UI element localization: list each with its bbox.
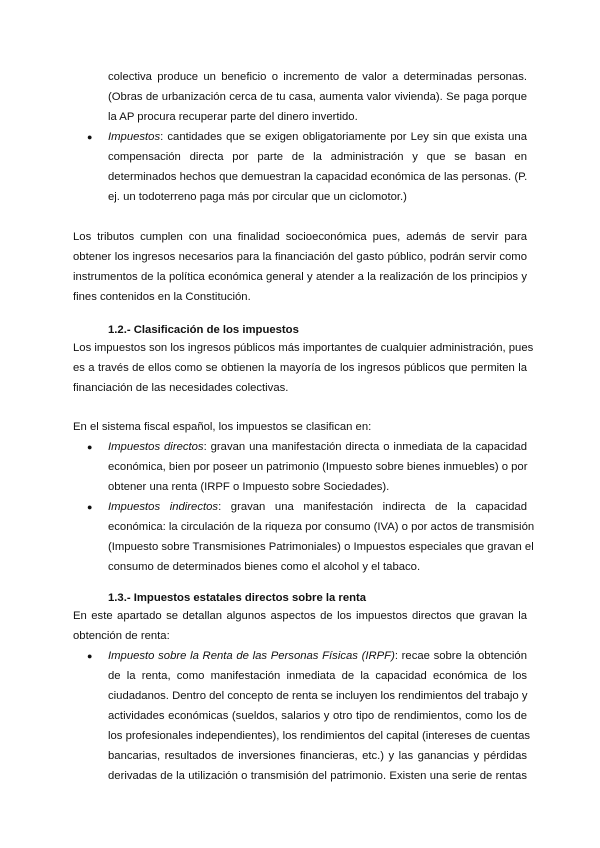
section-heading-1-2: 1.2.- Clasificación de los impuestos — [108, 324, 299, 336]
text-line: es a través de ellos como se obtienen la mayoría de los ingresos públicos que permiten la — [73, 362, 527, 374]
term: Impuesto sobre la Renta de las Personas Físicas (IRPF) — [108, 650, 395, 662]
text-line: (Impuesto sobre Transmisiones Patrimoniales) o Impuestos especiales que gravan el — [108, 541, 534, 553]
text-line: (Obras de urbanización cerca de tu casa, aumenta valor vivienda). Se paga porque — [108, 91, 527, 103]
text-line: colectiva produce un beneficio o incremento de valor a determinadas personas. — [108, 71, 527, 83]
term-definition: : gravan una manifestación directa o inmediata de la capacidad — [203, 441, 527, 453]
bullet-icon: ● — [87, 132, 93, 142]
term: Impuestos — [108, 131, 161, 143]
text-line: actividades económicas (sueldos, salarios y otro tipo de rendimientos, como los de — [108, 710, 527, 722]
text-line: fines contenidos en la Constitución. — [73, 291, 251, 303]
text-line: económica, bien por poseer un patrimonio (Impuesto sobre bienes inmuebles) o por — [108, 461, 528, 473]
classification-intro: En el sistema fiscal español, los impuestos se clasifican en: — [73, 421, 372, 433]
term-definition: : cantidades que se exigen obligatoriamente por Ley sin que exista una — [160, 131, 527, 143]
text-line — [108, 440, 527, 454]
bullet-icon: ● — [87, 651, 93, 661]
text-line: los profesionales independientes), los rendimientos del capital (intereses de cuentas — [108, 730, 531, 742]
term: Impuestos indirectos — [108, 501, 219, 513]
text-line: bancarias, resultados de inversiones financieras, etc.) y las ganancias y pérdidas — [108, 750, 527, 762]
text-line: Los tributos cumplen con una finalidad socioeconómica pues, además de servir para — [73, 231, 527, 243]
text-line: instrumentos de la política económica general y atender a la realización de los principios y — [73, 271, 527, 283]
text-line: ciudadanos. Dentro del concepto de renta se incluyen los rendimientos del trabajo y — [108, 690, 528, 702]
text-line: En este apartado se detallan algunos aspectos de los impuestos directos que gravan la — [73, 610, 527, 622]
term-definition: : gravan una manifestación indirecta de la capacidad — [218, 501, 527, 513]
text-line: económica: la circulación de la riqueza por consumo (IVA) o por actos de transmisión — [108, 521, 535, 533]
term: Impuestos directos — [108, 441, 204, 453]
text-line: compensación directa por parte de la administración y que se basan en — [108, 151, 527, 163]
text-line: financiación de las necesidades colectivas. — [73, 382, 289, 394]
text-line — [108, 649, 527, 663]
text-line — [108, 130, 527, 144]
text-line: ej. un todoterreno paga más por circular que un ciclomotor.) — [108, 191, 407, 203]
text-line: de la renta, como manifestación inmediata de la capacidad económica de los — [108, 670, 527, 682]
text-line: la AP procura recuperar parte del dinero invertido. — [108, 111, 358, 123]
term-definition: : recae sobre la obtención — [394, 650, 527, 662]
text-line: determinados hechos que demuestran la capacidad económica de las personas. (P. — [108, 171, 528, 183]
bullet-icon: ● — [87, 502, 93, 512]
text-line: consumo de determinados bienes como el alcohol y el tabaco. — [108, 561, 421, 573]
section-heading-1-3: 1.3.- Impuestos estatales directos sobre la renta — [108, 592, 367, 604]
text-line: Los impuestos son los ingresos públicos más importantes de cualquier administración, pues — [73, 342, 534, 354]
text-line: obtener los ingresos necesarios para la financiación del gasto público, podrán servir como — [73, 251, 527, 263]
bullet-icon: ● — [87, 442, 93, 452]
text-line — [108, 500, 527, 514]
text-line: obtención de renta: — [73, 630, 170, 642]
text-line: obtener una renta (IRPF o Impuesto sobre Sociedades). — [108, 481, 390, 493]
text-line: derivadas de la utilización o transmisión del patrimonio. Existen una serie de rentas — [108, 770, 527, 782]
